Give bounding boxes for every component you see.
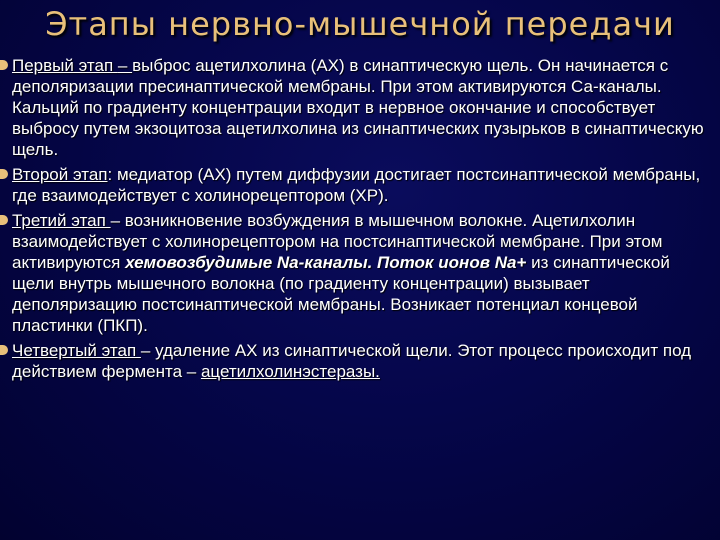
stage-1-label: Первый этап xyxy=(12,56,118,75)
bullet-icon xyxy=(0,169,8,179)
stage-1-item xyxy=(0,55,712,160)
stage-3-text: – возникновение возбуждения в мышечном волокне. Ацетилхолин взаимодействует с холинорецептором на постсинаптической мембране. При этом активируются xyxy=(12,211,663,272)
bullet-icon xyxy=(0,60,8,70)
stage-2-text: : медиатор (АХ) путем диффузии достигает постсинаптической мембраны, где взаимодействует с холинорецептором (ХР). xyxy=(12,165,701,205)
slide-title: Этапы нервно-мышечной передачи xyxy=(45,5,675,43)
bullet-icon xyxy=(0,345,8,355)
stage-4-enzyme: ацетилхолинэстеразы. xyxy=(200,362,380,381)
stage-4-text: – удаление АХ из синаптической щели. Этот процесс происходит под действием фермента – xyxy=(12,341,692,381)
stage-3-text-after: из синаптической щели внутрь мышечного волокна (по градиенту концентрации) вызывает деполяризацию постсинаптической мембраны. Возникает потенциал концевой пластинки (ПКП). xyxy=(12,253,670,335)
stage-2-label: Второй этап xyxy=(12,165,108,184)
stage-2-item xyxy=(0,164,712,206)
stage-1-text: выброс ацетилхолина (АХ) в синаптическую щель. Он начинается с деполяризации пресинаптической мембраны. При этом активируются Са-каналы. Кальций по градиенту концентрации входит в нервное окончание и способствует выбросу путем экзоцитоза ацетилхолина из синаптических пузырьков в синаптическую щель. xyxy=(12,56,704,159)
stage-3-item xyxy=(0,210,712,336)
stage-3-label: Третий этап xyxy=(12,211,111,230)
stage-1-dash: – xyxy=(117,56,133,75)
stage-3-emphasis: хемовозбудимые Na-каналы. Поток ионов Na+ xyxy=(125,253,527,272)
stage-4-label: Четвертый этап xyxy=(12,341,141,360)
slide-content xyxy=(0,55,712,386)
bullet-icon xyxy=(0,215,8,225)
stage-4-item xyxy=(0,340,712,382)
